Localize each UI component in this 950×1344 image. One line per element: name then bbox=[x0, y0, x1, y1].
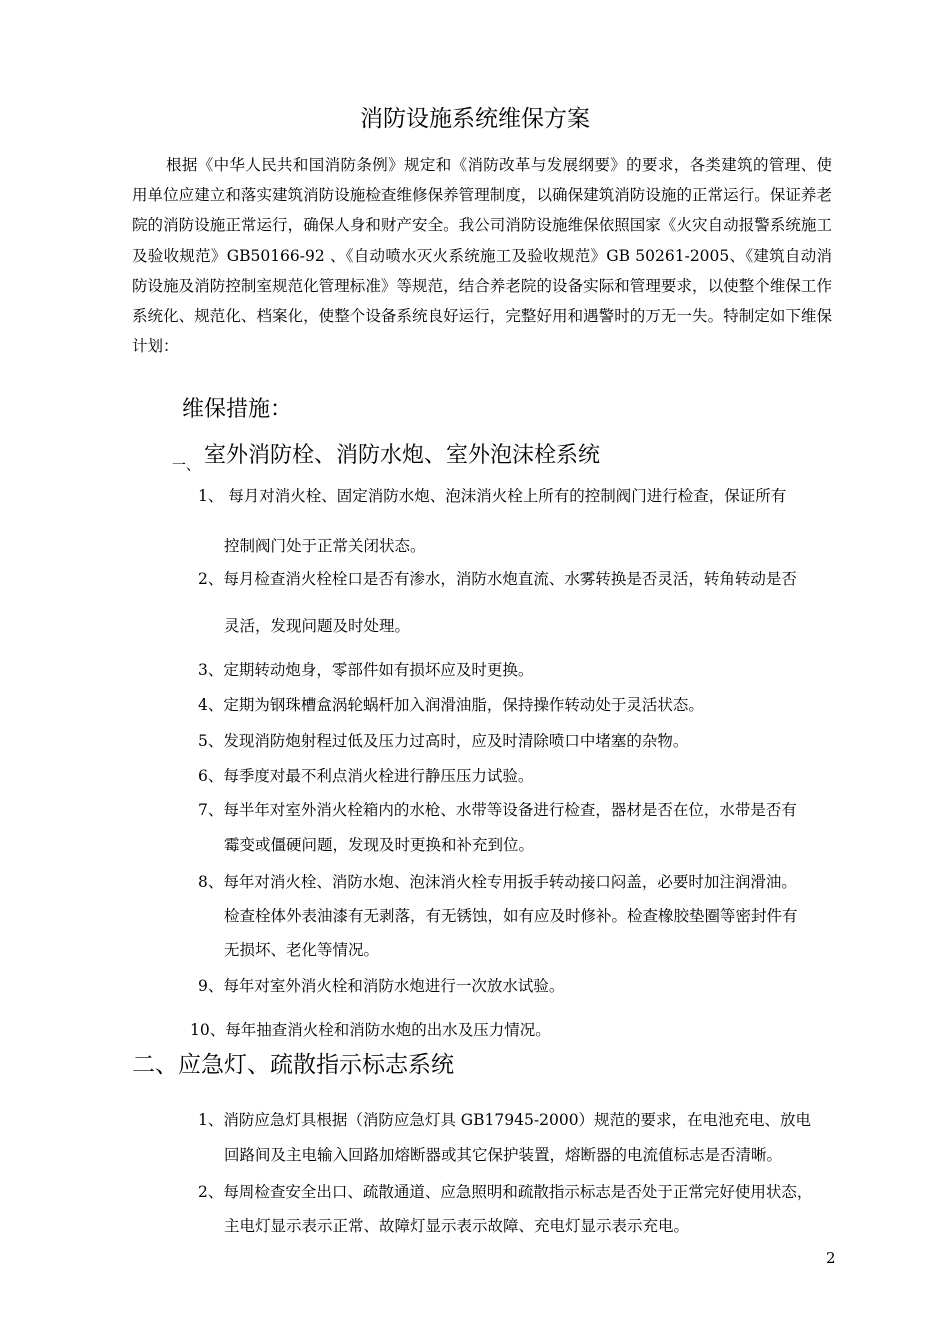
list-item-line: 1、 每月对消火栓、固定消防水炮、泡沫消火栓上所有的控制阀门进行检查，保证所有 bbox=[198, 487, 787, 505]
page-number: 2 bbox=[826, 1249, 836, 1267]
list-item-continuation bbox=[224, 833, 534, 857]
section1-number: 一、 bbox=[172, 458, 200, 474]
section2-heading: 二、应急灯、疏散指示标志系统 bbox=[132, 1052, 454, 1078]
list-item-line: 6、每季度对最不利点消火栓进行静压压力试验。 bbox=[198, 767, 534, 785]
list-item-line: 7、每半年对室外消火栓箱内的水枪、水带等设备进行检查，器材是否在位，水带是否有 bbox=[198, 801, 797, 819]
list-item-line: 1、消防应急灯具根据（消防应急灯具 GB17945-2000）规范的要求，在电池充电、放电 bbox=[198, 1111, 812, 1129]
list-item-line: 检查栓体外表油漆有无剥落，有无锈蚀，如有应及时修补。检查橡胶垫圈等密封件有 bbox=[224, 907, 798, 925]
section-heading: 维保措施： bbox=[182, 397, 293, 422]
list-item-line: 灵活，发现问题及时处理。 bbox=[224, 617, 411, 635]
list-item-continuation bbox=[224, 1214, 689, 1238]
list-item bbox=[198, 764, 533, 788]
list-item-line: 5、发现消防炮射程过低及压力过高时，应及时清除喷口中堵塞的杂物。 bbox=[198, 732, 689, 750]
list-item-line: 主电灯显示表示正常、故障灯显示表示故障、充电灯显示表示充电。 bbox=[224, 1217, 690, 1235]
list-item bbox=[198, 729, 688, 753]
list-item-continuation bbox=[224, 614, 410, 638]
list-item-line: 2、每月检查消火栓栓口是否有渗水，消防水炮直流、水雾转换是否灵活，转角转动是否 bbox=[198, 570, 797, 588]
list-item-line: 3、定期转动炮身，零部件如有损坏应及时更换。 bbox=[198, 661, 534, 679]
list-item bbox=[198, 567, 797, 591]
list-item bbox=[198, 1108, 811, 1132]
list-item-continuation bbox=[224, 534, 426, 558]
list-item bbox=[198, 693, 704, 717]
list-item-continuation bbox=[224, 1143, 782, 1167]
list-item-continuation bbox=[224, 904, 798, 928]
list-item-line: 4、定期为钢珠槽盒涡轮蜗杆加入润滑油脂，保持操作转动处于灵活状态。 bbox=[198, 696, 704, 714]
list-item-line: 控制阀门处于正常关闭状态。 bbox=[224, 537, 426, 555]
list-item bbox=[190, 1018, 551, 1042]
list-item-line: 霉变或僵硬问题，发现及时更换和补充到位。 bbox=[224, 836, 535, 854]
list-item-line: 10、每年抽查消火栓和消防水炮的出水及压力情况。 bbox=[190, 1021, 551, 1039]
list-item bbox=[198, 974, 564, 998]
list-item bbox=[198, 658, 533, 682]
list-item-line: 8、每年对消火栓、消防水炮、泡沫消火栓专用扳手转动接口闷盖，必要时加注润滑油。 bbox=[198, 873, 797, 891]
list-item bbox=[198, 870, 797, 894]
list-item-line: 无损坏、老化等情况。 bbox=[224, 941, 380, 959]
list-item-line: 9、每年对室外消火栓和消防水炮进行一次放水试验。 bbox=[198, 977, 565, 995]
list-item bbox=[198, 484, 786, 508]
document-title: 消防设施系统维保方案 bbox=[360, 106, 590, 132]
section1-title: 室外消防栓、消防水炮、室外泡沫栓系统 bbox=[204, 443, 601, 468]
list-item-continuation bbox=[224, 938, 379, 962]
list-item bbox=[198, 798, 797, 822]
section1-heading bbox=[172, 441, 600, 473]
list-item-line: 回路间及主电输入回路加熔断器或其它保护装置，熔断器的电流值标志是否清晰。 bbox=[224, 1146, 783, 1164]
intro-paragraph: 根据《中华人民共和国消防条例》规定和《消防改革与发展纲要》的要求，各类建筑的管理、使用单位应建立和落实建筑消防设施检查维修保养管理制度，以确保建筑消防设施的正常运行。保证养老院的消防设施正常运行，确保人身和财产安全。我公司消防设施维保依照国家《火灾自动报警系统施工及验收规范》GB50166-92 、《自动喷水灭火系统施工及验收规范》GB 50261-2005、《建筑自动消防设施及消防控制室规范化管理标准》等规范，结合养老院的设备实际和管理要求，以使整个维保工作系统化、规范化、档案化，使整个设备系统良好运行，完整好用和遇警时的万无一失。特制定如下维保计划： bbox=[132, 156, 832, 356]
list-item bbox=[198, 1180, 812, 1204]
list-item-line: 2、每周检查安全出口、疏散通道、应急照明和疏散指示标志是否处于正常完好使用状态， bbox=[198, 1183, 813, 1201]
